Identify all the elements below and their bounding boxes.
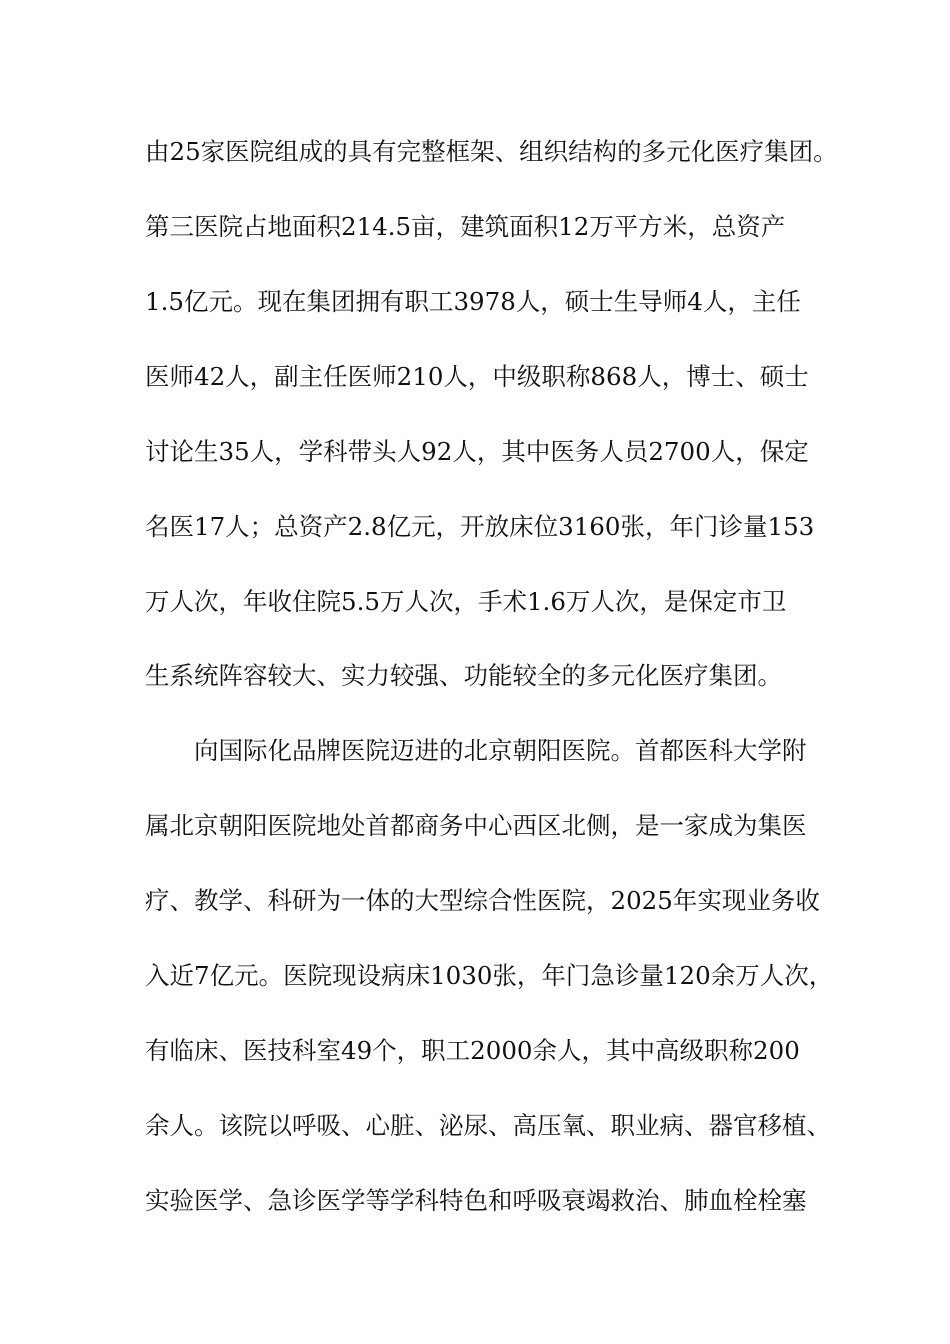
paragraph-line: 名医17人；总资产2.8亿元，开放床位3160张，年门诊量153 [145,512,815,541]
paragraph-line: 由25家医院组成的具有完整框架、组织结构的多元化医疗集团。 [145,137,838,166]
paragraph-line: 1.5亿元。现在集团拥有职工3978人，硕士生导师4人，主任 [145,287,801,316]
paragraph-line: 实验医学、急诊医学等学科特色和呼吸衰竭救治、肺血栓栓塞 [145,1186,807,1215]
paragraph-line: 生系统阵容较大、实力较强、功能较全的多元化医疗集团。 [145,661,782,690]
paragraph-line: 第三医院占地面积214.5亩，建筑面积12万平方米，总资产 [145,212,786,241]
paragraph-line: 疗、教学、科研为一体的大型综合性医院，2025年实现业务收 [145,886,820,915]
paragraph-line: 属北京朝阳医院地处首都商务中心西区北侧，是一家成为集医 [145,811,807,840]
paragraph-line: 有临床、医技科室49个，职工2000余人，其中高级职称200 [145,1036,800,1065]
paragraph-line: 万人次，年收住院5.5万人次，手术1.6万人次，是保定市卫 [145,587,787,616]
paragraph-line: 向国际化品牌医院迈进的北京朝阳医院。首都医科大学附 [194,736,807,765]
paragraph-line: 讨论生35人，学科带头人92人，其中医务人员2700人，保定 [145,437,809,466]
paragraph-line: 余人。该院以呼吸、心脏、泌尿、高压氧、职业病、器官移植、 [145,1111,831,1140]
paragraph-line: 入近7亿元。医院现设病床1030张，年门急诊量120余万人次， [145,961,834,990]
paragraph-line: 医师42人，副主任医师210人，中级职称868人，博士、硕士 [145,362,809,391]
